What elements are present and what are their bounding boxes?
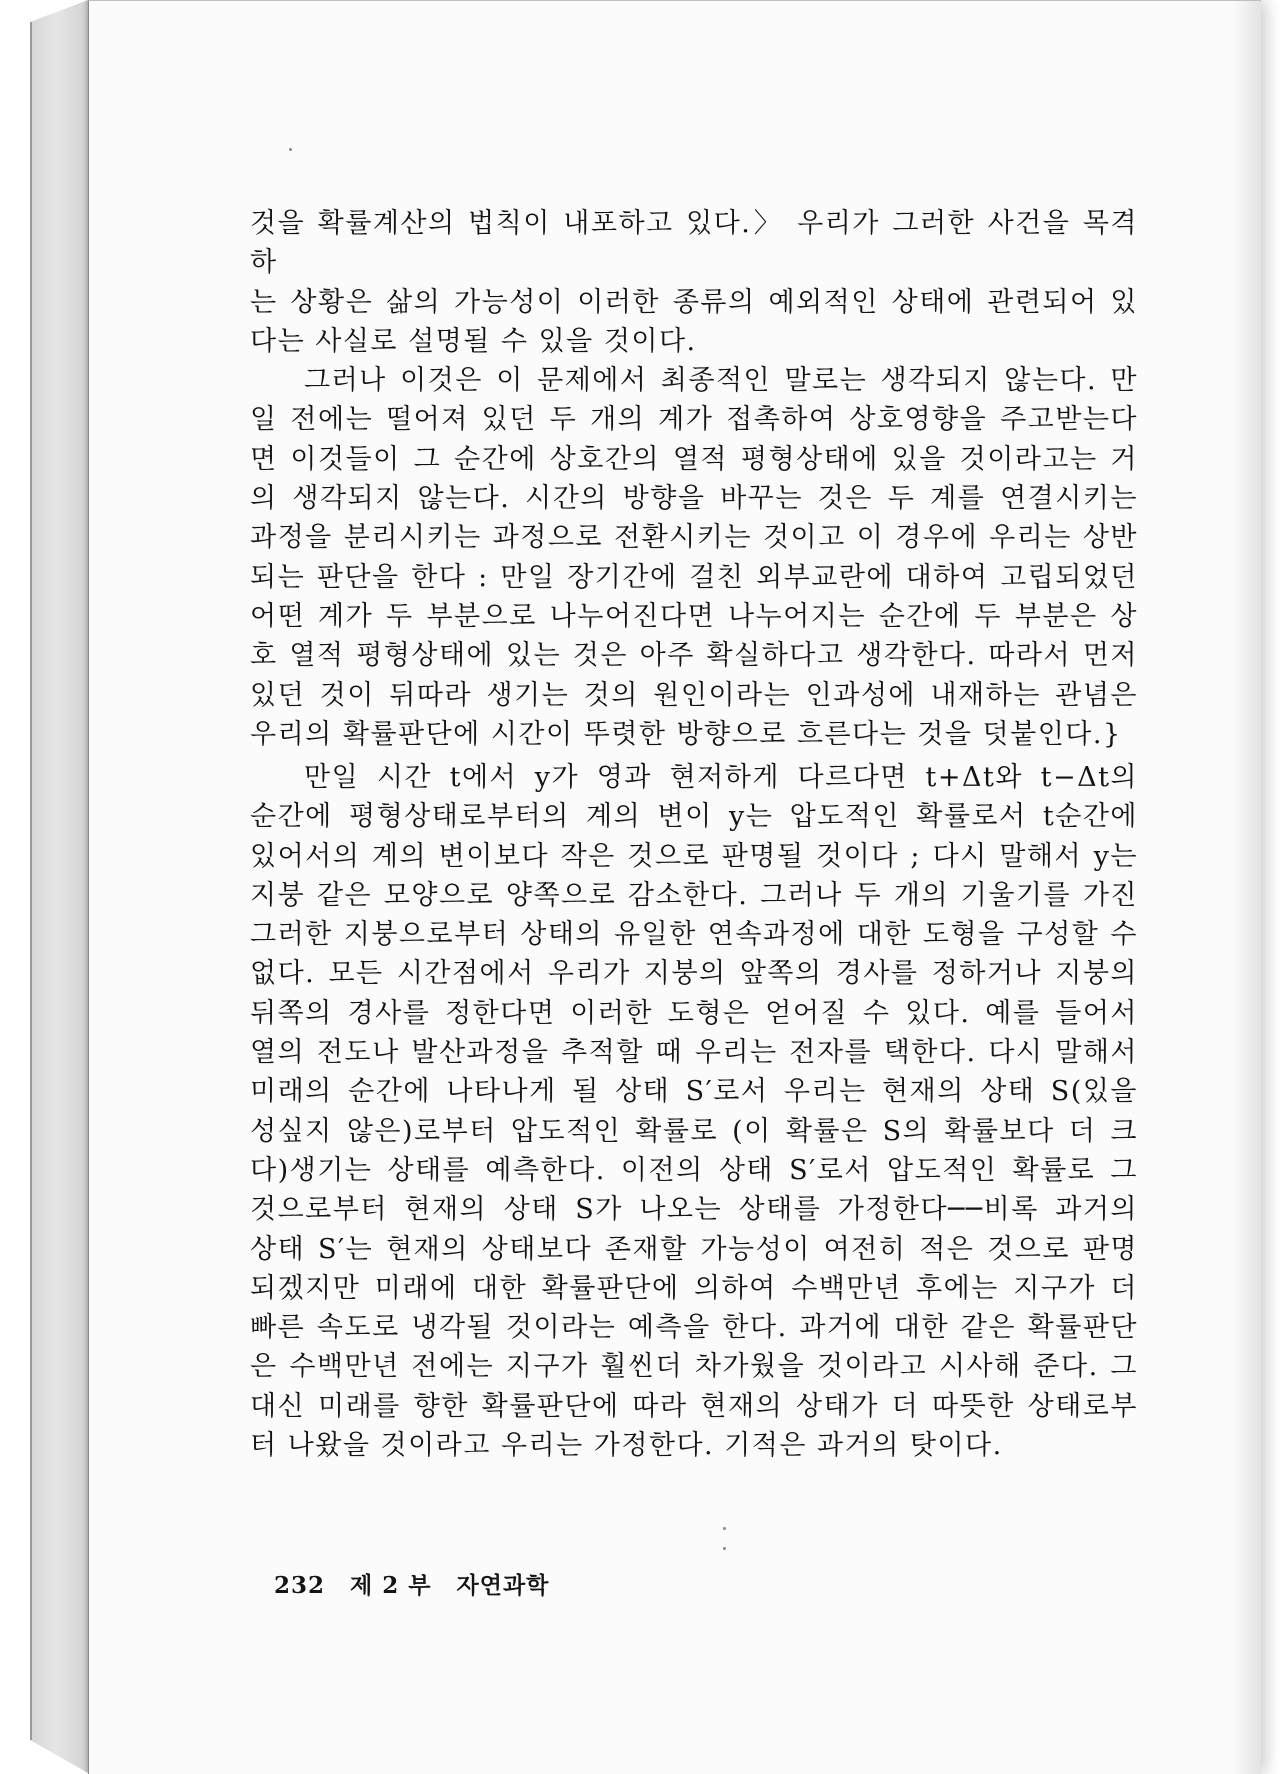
text-line: 되는 판단을 한다 : 만일 장기간에 걸친 외부교란에 대하여 고립되었던: [250, 561, 1138, 593]
text-line: 그러나 이것은 이 문제에서 최종적인 말로는 생각되지 않는다. 만: [304, 365, 1138, 397]
text-line: 호 열적 평형상태에 있는 것은 아주 확실하다고 생각한다. 따라서 먼저: [250, 640, 1138, 672]
book-spine-edge: [30, 22, 32, 1740]
text-line: 있어서의 계의 변이보다 작은 것으로 판명될 것이다 ; 다시 말해서 y는: [250, 840, 1138, 872]
text-line: 빠른 속도로 냉각될 것이라는 예측을 한다. 과거에 대한 같은 확률판단: [250, 1312, 1138, 1344]
text-line: 은 수백만년 전에는 지구가 훨씬더 차가웠을 것이라고 시사해 준다. 그: [250, 1351, 1138, 1383]
text-line: 의 생각되지 않는다. 시간의 방향을 바꾸는 것은 두 계를 연결시키는: [250, 483, 1138, 515]
text-line: 는 상황은 삶의 가능성이 이러한 종류의 예외적인 상태에 관련되어 있: [250, 286, 1138, 318]
text-line: 만일 시간 t에서 y가 영과 현저하게 다르다면 t+Δt와 t−Δt의: [304, 762, 1138, 793]
text-line: 다)생기는 상태를 예측한다. 이전의 상태 S′로서 압도적인 확률로 그: [250, 1154, 1138, 1186]
text-line: 상태 S′는 현재의 상태보다 존재할 가능성이 여전히 적은 것으로 판명: [250, 1233, 1138, 1265]
text-line: 면 이것들이 그 순간에 상호간의 열적 평형상태에 있을 것이라고는 거: [250, 443, 1138, 475]
scan-speck: [723, 1527, 726, 1530]
text-line: 성싶지 않은)로부터 압도적인 확률로 (이 확률은 S의 확률보다 더 크: [250, 1115, 1139, 1147]
text-line: 과정을 분리시키는 과정으로 전환시키는 것이고 이 경우에 우리는 상반: [250, 522, 1138, 554]
part-label: 제 2 부: [350, 1572, 432, 1599]
text-block-upper: [250, 204, 1138, 754]
paragraph-2: [250, 361, 1138, 754]
text-line: 것을 확률계산의 법칙이 내포하고 있다.〉 우리가 그러한 사건을 목격하: [250, 208, 1138, 279]
text-line: 어떤 계가 두 부분으로 나누어진다면 나누어지는 순간에 두 부분은 상: [250, 600, 1138, 632]
text-line: 것으로부터 현재의 상태 S가 나오는 상태를 가정한다──비록 과거의: [250, 1194, 1138, 1226]
text-block-lower: [250, 758, 1138, 1465]
book-spine: [30, 0, 88, 1773]
text-line: 순간에 평형상태로부터의 계의 변이 y는 압도적인 확률로서 t순간에: [250, 801, 1138, 833]
text-line: 우리의 확률판단에 시간이 뚜렷한 방향으로 흐른다는 것을 덧붙인다.}: [250, 718, 1122, 750]
text-line: 뒤쪽의 경사를 정한다면 이러한 도형은 얻어질 수 있다. 예를 들어서: [250, 997, 1138, 1029]
page-edge-shadow: [1233, 1, 1261, 1774]
text-line: 지붕 같은 모양으로 양쪽으로 감소한다. 그러나 두 개의 기울기를 가진: [250, 879, 1138, 911]
scan-speck: [723, 1547, 726, 1550]
text-line: 없다. 모든 시간점에서 우리가 지붕의 앞쪽의 경사를 정하거나 지붕의: [250, 958, 1138, 990]
paragraph-3: [250, 758, 1138, 1465]
scan-speck: [289, 148, 292, 151]
text-line: 터 나왔을 것이라고 우리는 가정한다. 기적은 과거의 탓이다.: [250, 1430, 1003, 1462]
text-line: 미래의 순간에 나타나게 될 상태 S′로서 우리는 현재의 상태 S(있을: [250, 1076, 1138, 1108]
text-line: 그러한 지붕으로부터 상태의 유일한 연속과정에 대한 도형을 구성할 수: [250, 919, 1138, 951]
text-line: 있던 것이 뒤따라 생기는 것의 원인이라는 인과성에 내재하는 관념은: [250, 679, 1138, 711]
page-number: 232: [274, 1572, 326, 1599]
text-line: 일 전에는 떨어져 있던 두 개의 계가 접촉하여 상호영향을 주고받는다: [250, 404, 1138, 436]
paragraph-1: [250, 204, 1138, 361]
section-label: 자연과학: [456, 1572, 550, 1599]
text-line: 되겠지만 미래에 대한 확률판단에 의하여 수백만년 후에는 지구가 더: [250, 1272, 1138, 1304]
text-line: 열의 전도나 발산과정을 추적할 때 우리는 전자를 택한다. 다시 말해서: [250, 1037, 1138, 1069]
text-line: 대신 미래를 향한 확률판단에 따라 현재의 상태가 더 따뜻한 상태로부: [250, 1390, 1138, 1422]
page-footer: [274, 1567, 565, 1600]
text-line: 다는 사실로 설명될 수 있을 것이다.: [250, 325, 697, 357]
